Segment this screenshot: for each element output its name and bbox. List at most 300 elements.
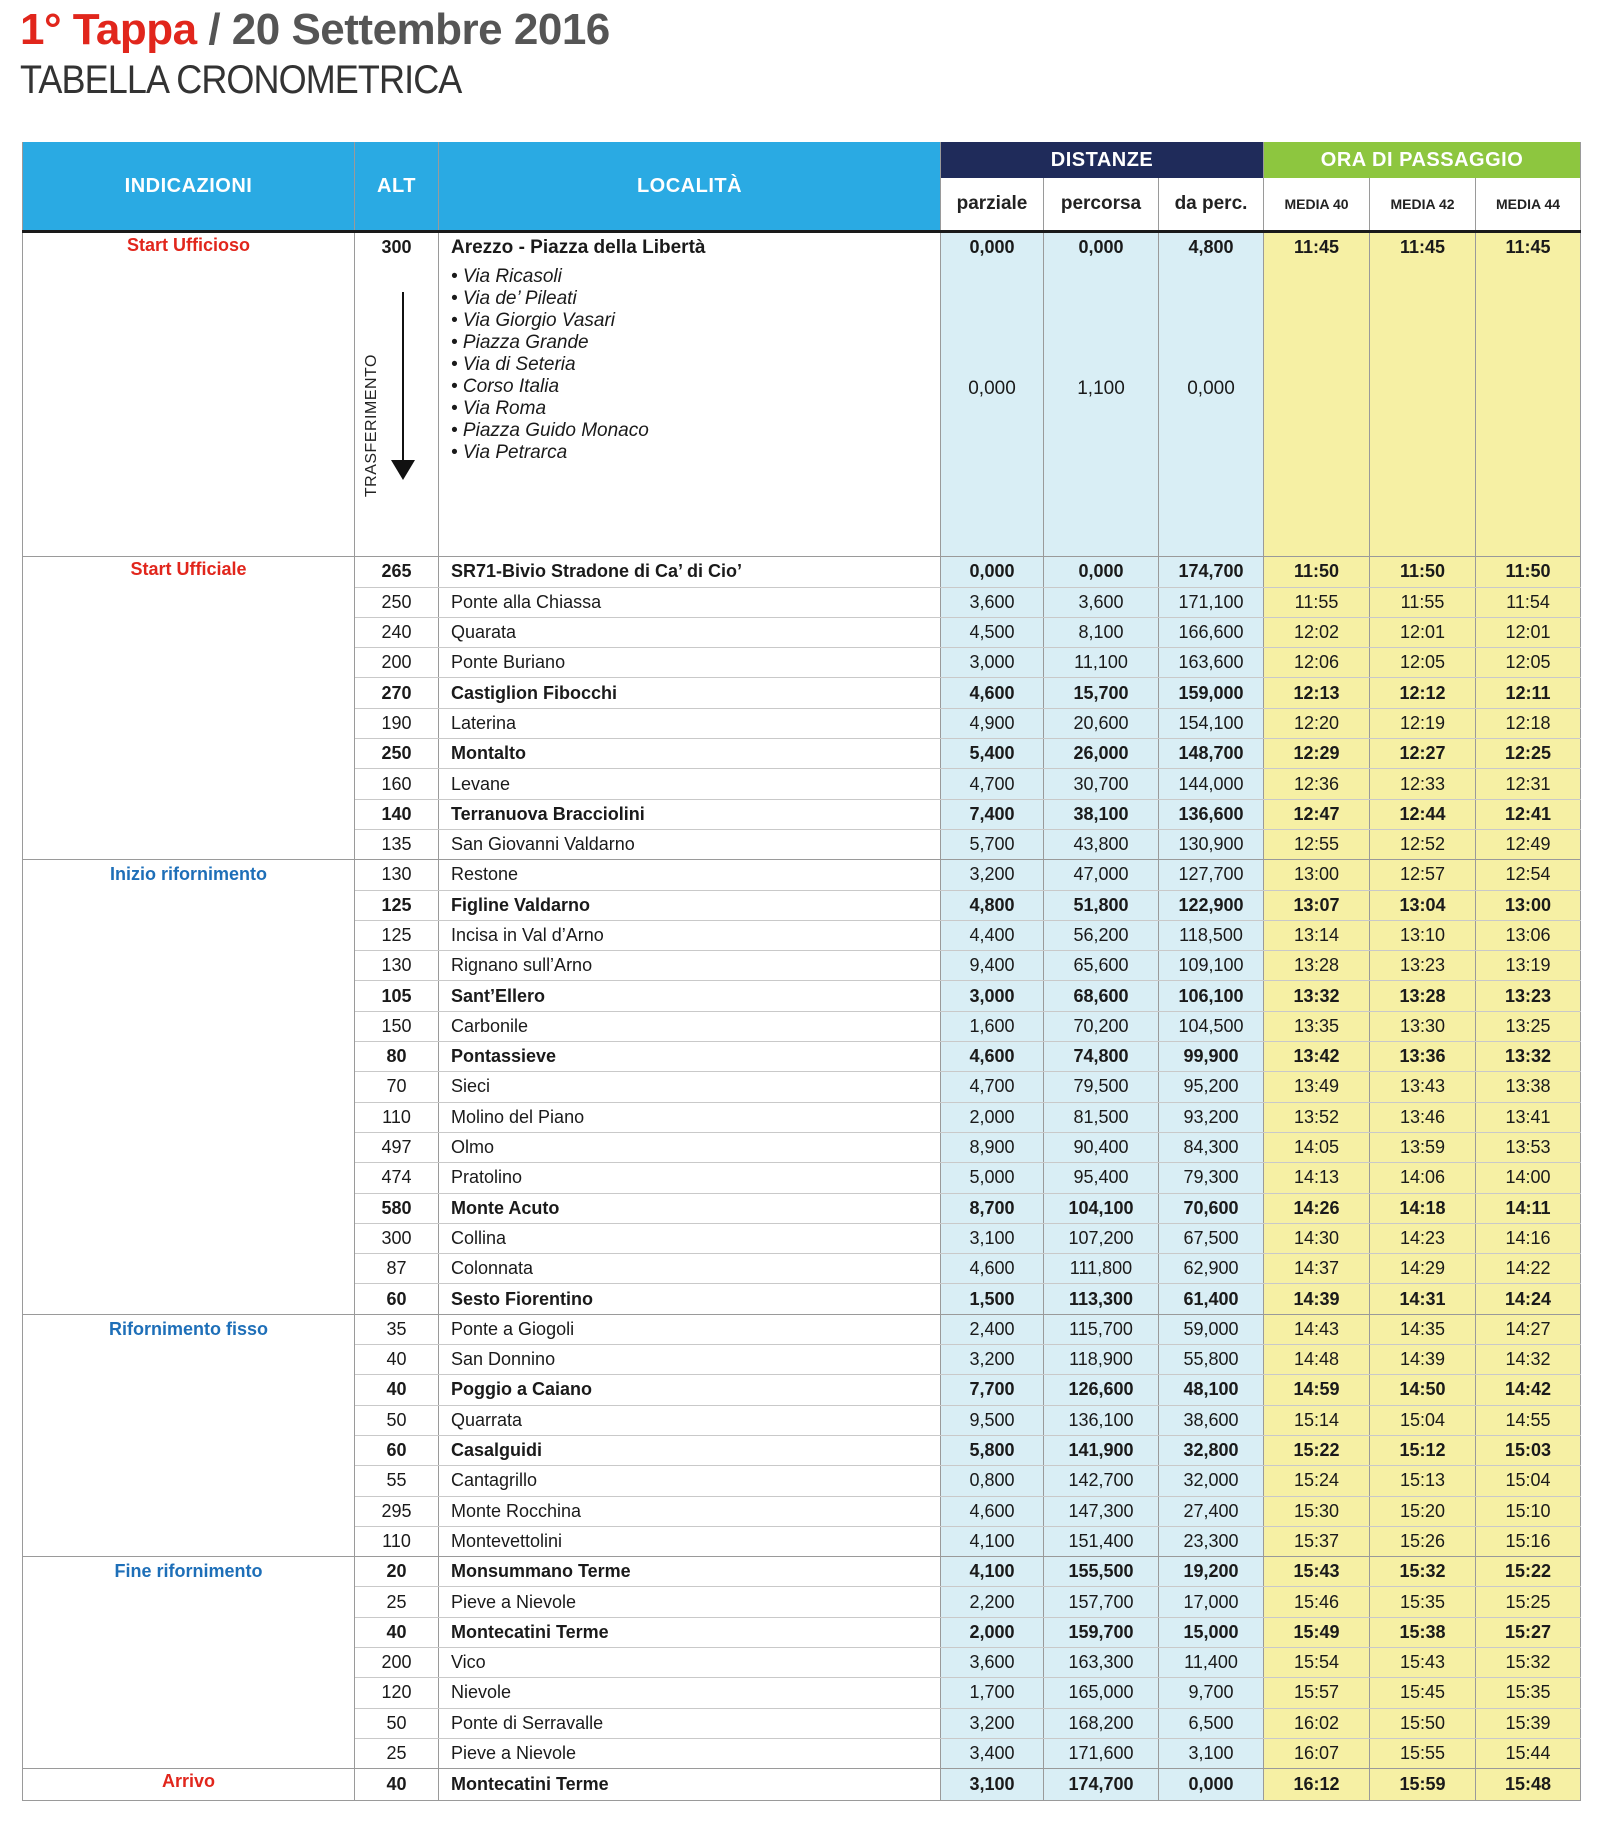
da-perc-cell: 59,000 [1159,1314,1264,1344]
percorsa-cell: 43,800 [1044,829,1159,859]
media-44-cell: 12:01 [1476,617,1581,647]
percorsa-cell: 107,200 [1044,1223,1159,1253]
parziale-cell: 3,400 [941,1738,1044,1768]
percorsa-cell: 141,900 [1044,1435,1159,1465]
alt-cell: 60 [355,1435,439,1465]
header-percorsa: percorsa [1044,178,1159,232]
media-44-cell: 13:25 [1476,1011,1581,1041]
alt-cell: 50 [355,1708,439,1738]
da-perc-cell: 62,900 [1159,1254,1264,1284]
media-42-cell: 14:50 [1370,1375,1476,1405]
percorsa-cell: 74,800 [1044,1042,1159,1072]
localita-cell: Restone [439,860,941,890]
media-44-cell: 14:55 [1476,1405,1581,1435]
da-perc-cell: 106,100 [1159,981,1264,1011]
da-perc-cell: 27,400 [1159,1496,1264,1526]
media-42-cell: 14:06 [1370,1163,1476,1193]
percorsa-cell: 79,500 [1044,1072,1159,1102]
parziale-cell: 1,500 [941,1284,1044,1314]
media-40-cell: 15:14 [1264,1405,1370,1435]
parziale-cell: 5,700 [941,829,1044,859]
parziale-cell: 3,200 [941,1708,1044,1738]
media-44-cell: 14:00 [1476,1163,1581,1193]
parziale-cell: 0,000 [941,557,1044,587]
media-44-cell: 15:25 [1476,1587,1581,1617]
parziale-cell: 5,800 [941,1435,1044,1465]
media-40-cell: 13:32 [1264,981,1370,1011]
percorsa-cell: 155,500 [1044,1557,1159,1587]
parziale-cell: 2,000 [941,1102,1044,1132]
page-subtitle: TABELLA CRONOMETRICA [20,58,462,102]
header-indicazioni: INDICAZIONI [23,142,355,232]
alt-cell: 265 [355,557,439,587]
localita-cell: Monsummano Terme [439,1557,941,1587]
da-perc-cell: 122,900 [1159,890,1264,920]
media-42-cell: 14:29 [1370,1254,1476,1284]
media-42-cell: 15:43 [1370,1647,1476,1677]
percorsa-cell: 15,700 [1044,678,1159,708]
media-44-cell: 15:48 [1476,1769,1581,1801]
via-item: • Via di Seteria [451,354,576,376]
table-row [23,1769,1581,1801]
media-40-cell: 16:02 [1264,1708,1370,1738]
alt-cell: 200 [355,648,439,678]
percorsa-cell: 3,600 [1044,587,1159,617]
media-40-cell: 13:14 [1264,920,1370,950]
da-perc-cell: 95,200 [1159,1072,1264,1102]
percorsa-cell: 90,400 [1044,1132,1159,1162]
localita-cell: Collina [439,1223,941,1253]
header-media-44: MEDIA 44 [1476,178,1581,232]
da-perc-cell: 109,100 [1159,951,1264,981]
alt-cell: 50 [355,1405,439,1435]
percorsa-cell: 26,000 [1044,739,1159,769]
media-40-cell: 13:28 [1264,951,1370,981]
percorsa-cell: 70,200 [1044,1011,1159,1041]
media-44-cell: 12:31 [1476,769,1581,799]
localita-cell: Castiglion Fibocchi [439,678,941,708]
media-44-cell: 13:38 [1476,1072,1581,1102]
percorsa-cell: 0,000 [1044,557,1159,587]
da-perc-cell: 79,300 [1159,1163,1264,1193]
media-42-cell: 15:32 [1370,1557,1476,1587]
alt-cell: 110 [355,1526,439,1556]
parziale-cell: 3,200 [941,860,1044,890]
media-40-cell: 15:46 [1264,1587,1370,1617]
media-40-cell: 12:47 [1264,799,1370,829]
header-localita: LOCALITÀ [439,142,941,232]
da-perc-cell: 67,500 [1159,1223,1264,1253]
table-row [23,557,1581,587]
da-perc-cell: 17,000 [1159,1587,1264,1617]
alt-cell: 300 [355,232,439,263]
media-42-cell: 12:12 [1370,678,1476,708]
media-44-cell: 15:10 [1476,1496,1581,1526]
media-44-cell: 11:54 [1476,587,1581,617]
via-item: • Via Ricasoli [451,266,562,288]
alt-cell: 295 [355,1496,439,1526]
localita-cell: Incisa in Val d’Arno [439,920,941,950]
vie-list [439,262,941,557]
alt-cell: 580 [355,1193,439,1223]
da-perc-cell: 38,600 [1159,1405,1264,1435]
da-perc-cell: 9,700 [1159,1678,1264,1708]
localita-cell: Olmo [439,1132,941,1162]
media-42-cell: 13:04 [1370,890,1476,920]
parziale-cell: 1,600 [941,1011,1044,1041]
localita-cell: Pieve a Nievole [439,1738,941,1768]
localita-cell: Ponte alla Chiassa [439,587,941,617]
media-42-cell: 11:45 [1370,232,1476,263]
media-40-cell: 15:24 [1264,1466,1370,1496]
down-arrow-icon [402,292,404,462]
media-40-cell: 11:55 [1264,587,1370,617]
da-perc-cell: 0,000 [1159,262,1264,557]
parziale-cell: 0,800 [941,1466,1044,1496]
parziale-cell: 5,000 [941,1163,1044,1193]
alt-cell: 25 [355,1587,439,1617]
parziale-cell: 7,700 [941,1375,1044,1405]
parziale-cell: 3,600 [941,1647,1044,1677]
alt-cell: 130 [355,951,439,981]
title-date: 20 Settembre 2016 [231,5,610,54]
media-44-cell [1476,262,1581,557]
table-row-start-ufficioso [23,232,1581,263]
via-item: • Corso Italia [451,376,560,398]
media-40-cell: 15:57 [1264,1678,1370,1708]
parziale-cell: 4,600 [941,1254,1044,1284]
via-item: • Via Giorgio Vasari [451,310,616,332]
parziale-cell: 4,100 [941,1557,1044,1587]
media-42-cell: 11:50 [1370,557,1476,587]
page-title [20,4,610,56]
parziale-cell: 9,500 [941,1405,1044,1435]
alt-cell: 70 [355,1072,439,1102]
parziale-cell: 4,600 [941,1496,1044,1526]
media-44-cell: 15:39 [1476,1708,1581,1738]
localita-cell: Sant’Ellero [439,981,941,1011]
da-perc-cell: 32,000 [1159,1466,1264,1496]
parziale-cell: 3,100 [941,1223,1044,1253]
percorsa-cell: 163,300 [1044,1647,1159,1677]
alt-cell: 135 [355,829,439,859]
alt-cell: 125 [355,890,439,920]
parziale-cell: 8,900 [941,1132,1044,1162]
localita-cell: Sieci [439,1072,941,1102]
media-44-cell: 14:11 [1476,1193,1581,1223]
media-40-cell: 15:54 [1264,1647,1370,1677]
media-42-cell: 12:52 [1370,829,1476,859]
media-44-cell: 15:16 [1476,1526,1581,1556]
parziale-cell: 4,900 [941,708,1044,738]
localita-cell: Montevettolini [439,1526,941,1556]
percorsa-cell: 174,700 [1044,1769,1159,1801]
table-row [23,860,1581,890]
percorsa-cell: 151,400 [1044,1526,1159,1556]
media-42-cell: 12:05 [1370,648,1476,678]
alt-cell: 240 [355,617,439,647]
media-40-cell: 15:43 [1264,1557,1370,1587]
da-perc-cell: 127,700 [1159,860,1264,890]
alt-cell: 80 [355,1042,439,1072]
media-42-cell: 15:20 [1370,1496,1476,1526]
media-44-cell: 12:41 [1476,799,1581,829]
header-ora-di-passaggio: ORA DI PASSAGGIO [1264,142,1581,178]
table-body [23,232,1581,1801]
media-44-cell: 14:32 [1476,1345,1581,1375]
percorsa-cell: 147,300 [1044,1496,1159,1526]
localita-cell: Pieve a Nievole [439,1587,941,1617]
parziale-cell: 2,400 [941,1314,1044,1344]
localita-cell: Montecatini Terme [439,1769,941,1801]
header-row-top [23,142,1581,178]
media-44-cell: 14:27 [1476,1314,1581,1344]
da-perc-cell: 19,200 [1159,1557,1264,1587]
media-42-cell: 11:55 [1370,587,1476,617]
media-44-cell: 12:25 [1476,739,1581,769]
alt-cell: 270 [355,678,439,708]
media-44-cell: 15:03 [1476,1435,1581,1465]
via-item: • Piazza Grande [451,332,589,354]
da-perc-cell: 6,500 [1159,1708,1264,1738]
time-table [22,142,1581,1801]
header-media-40: MEDIA 40 [1264,178,1370,232]
media-44-cell: 12:54 [1476,860,1581,890]
da-perc-cell: 104,500 [1159,1011,1264,1041]
alt-cell: 300 [355,1223,439,1253]
media-42-cell: 13:10 [1370,920,1476,950]
alt-cell: 140 [355,799,439,829]
da-perc-cell: 174,700 [1159,557,1264,587]
localita-cell: Pontassieve [439,1042,941,1072]
localita-cell: Ponte Buriano [439,648,941,678]
media-42-cell: 12:57 [1370,860,1476,890]
percorsa-cell: 157,700 [1044,1587,1159,1617]
percorsa-cell: 11,100 [1044,648,1159,678]
da-perc-cell: 32,800 [1159,1435,1264,1465]
media-42-cell: 15:04 [1370,1405,1476,1435]
parziale-cell: 4,400 [941,920,1044,950]
media-40-cell: 14:05 [1264,1132,1370,1162]
da-perc-cell: 15,000 [1159,1617,1264,1647]
indicazione-cell: Start Ufficiale [23,557,355,860]
media-42-cell: 15:59 [1370,1769,1476,1801]
localita-cell: Montalto [439,739,941,769]
media-42-cell: 13:28 [1370,981,1476,1011]
media-42-cell: 13:23 [1370,951,1476,981]
localita-cell: Terranuova Bracciolini [439,799,941,829]
da-perc-cell: 11,400 [1159,1647,1264,1677]
alt-cell: 87 [355,1254,439,1284]
parziale-cell: 3,600 [941,587,1044,617]
alt-cell: 40 [355,1345,439,1375]
percorsa-cell: 65,600 [1044,951,1159,981]
media-40-cell: 12:02 [1264,617,1370,647]
da-perc-cell: 0,000 [1159,1769,1264,1801]
parziale-cell: 0,000 [941,232,1044,263]
header-parziale: parziale [941,178,1044,232]
alt-cell: 40 [355,1375,439,1405]
media-42-cell: 15:50 [1370,1708,1476,1738]
media-42-cell: 12:44 [1370,799,1476,829]
parziale-cell: 4,500 [941,617,1044,647]
alt-cell: 55 [355,1466,439,1496]
media-44-cell: 15:32 [1476,1647,1581,1677]
media-40-cell: 11:45 [1264,232,1370,263]
media-42-cell: 12:27 [1370,739,1476,769]
localita-cell: Carbonile [439,1011,941,1041]
alt-cell: 25 [355,1738,439,1768]
media-44-cell: 15:22 [1476,1557,1581,1587]
da-perc-cell: 3,100 [1159,1738,1264,1768]
media-42-cell [1370,262,1476,557]
media-40-cell: 14:48 [1264,1345,1370,1375]
media-44-cell: 12:18 [1476,708,1581,738]
media-40-cell: 14:13 [1264,1163,1370,1193]
alt-cell: 20 [355,1557,439,1587]
media-40-cell: 12:20 [1264,708,1370,738]
media-42-cell: 15:55 [1370,1738,1476,1768]
localita-cell: Quarata [439,617,941,647]
percorsa-cell: 20,600 [1044,708,1159,738]
percorsa-cell: 126,600 [1044,1375,1159,1405]
media-40-cell: 14:43 [1264,1314,1370,1344]
localita-cell: Cantagrillo [439,1466,941,1496]
percorsa-cell: 8,100 [1044,617,1159,647]
media-42-cell: 14:31 [1370,1284,1476,1314]
media-44-cell: 13:32 [1476,1042,1581,1072]
media-42-cell: 13:30 [1370,1011,1476,1041]
media-42-cell: 12:33 [1370,769,1476,799]
media-44-cell: 13:53 [1476,1132,1581,1162]
parziale-cell: 4,600 [941,1042,1044,1072]
media-40-cell: 12:36 [1264,769,1370,799]
da-perc-cell: 84,300 [1159,1132,1264,1162]
localita-cell: Poggio a Caiano [439,1375,941,1405]
media-44-cell: 13:41 [1476,1102,1581,1132]
table-row [23,1314,1581,1344]
parziale-cell: 9,400 [941,951,1044,981]
da-perc-cell: 159,000 [1159,678,1264,708]
alt-cell: 40 [355,1769,439,1801]
media-42-cell: 15:45 [1370,1678,1476,1708]
media-42-cell: 12:01 [1370,617,1476,647]
da-perc-cell: 171,100 [1159,587,1264,617]
via-item: • Via de’ Pileati [451,288,577,310]
da-perc-cell: 55,800 [1159,1345,1264,1375]
media-40-cell: 13:52 [1264,1102,1370,1132]
percorsa-cell: 171,600 [1044,1738,1159,1768]
parziale-cell: 3,200 [941,1345,1044,1375]
media-40-cell: 14:37 [1264,1254,1370,1284]
media-40-cell: 14:30 [1264,1223,1370,1253]
alt-cell: 250 [355,739,439,769]
media-42-cell: 14:39 [1370,1345,1476,1375]
localita-cell: Levane [439,769,941,799]
media-42-cell: 12:19 [1370,708,1476,738]
localita-cell: Ponte a Giogoli [439,1314,941,1344]
percorsa-cell: 168,200 [1044,1708,1159,1738]
indicazione-cell: Arrivo [23,1769,355,1801]
alt-cell: 105 [355,981,439,1011]
parziale-cell: 8,700 [941,1193,1044,1223]
via-item: • Via Roma [451,398,547,420]
percorsa-cell: 115,700 [1044,1314,1159,1344]
localita-cell: Colonnata [439,1254,941,1284]
alt-cell: 120 [355,1678,439,1708]
media-44-cell: 15:27 [1476,1617,1581,1647]
media-44-cell: 15:44 [1476,1738,1581,1768]
da-perc-cell: 118,500 [1159,920,1264,950]
media-44-cell: 11:45 [1476,232,1581,263]
media-44-cell: 13:06 [1476,920,1581,950]
media-40-cell: 15:30 [1264,1496,1370,1526]
alt-cell: 190 [355,708,439,738]
alt-cell: 60 [355,1284,439,1314]
alt-cell: 497 [355,1132,439,1162]
media-42-cell: 15:12 [1370,1435,1476,1465]
media-40-cell: 11:50 [1264,557,1370,587]
parziale-cell: 0,000 [941,262,1044,557]
media-40-cell: 12:13 [1264,678,1370,708]
da-perc-cell: 148,700 [1159,739,1264,769]
parziale-cell: 4,800 [941,890,1044,920]
arrow-head-icon [391,460,415,480]
localita-cell: Nievole [439,1678,941,1708]
localita-cell: Vico [439,1647,941,1677]
percorsa-cell: 142,700 [1044,1466,1159,1496]
media-42-cell: 15:38 [1370,1617,1476,1647]
localita-cell: Ponte di Serravalle [439,1708,941,1738]
header-media-42: MEDIA 42 [1370,178,1476,232]
alt-cell: 250 [355,587,439,617]
da-perc-cell: 4,800 [1159,232,1264,263]
parziale-cell: 2,000 [941,1617,1044,1647]
percorsa-cell: 165,000 [1044,1678,1159,1708]
media-42-cell: 14:18 [1370,1193,1476,1223]
percorsa-cell: 136,100 [1044,1405,1159,1435]
parziale-cell: 4,700 [941,769,1044,799]
da-perc-cell: 163,600 [1159,648,1264,678]
percorsa-cell: 56,200 [1044,920,1159,950]
localita-cell: Pratolino [439,1163,941,1193]
percorsa-cell: 118,900 [1044,1345,1159,1375]
alt-cell: 160 [355,769,439,799]
da-perc-cell: 144,000 [1159,769,1264,799]
indicazione-cell: Fine rifornimento [23,1557,355,1769]
alt-cell: 474 [355,1163,439,1193]
parziale-cell: 4,600 [941,678,1044,708]
media-40-cell: 12:29 [1264,739,1370,769]
parziale-cell: 4,100 [941,1526,1044,1556]
da-perc-cell: 93,200 [1159,1102,1264,1132]
alt-cell: 40 [355,1617,439,1647]
indicazione-cell: Rifornimento fisso [23,1314,355,1556]
indicazione-cell: Inizio rifornimento [23,860,355,1314]
localita-cell: Monte Acuto [439,1193,941,1223]
percorsa-cell: 81,500 [1044,1102,1159,1132]
media-40-cell: 16:07 [1264,1738,1370,1768]
media-40-cell: 15:37 [1264,1526,1370,1556]
parziale-cell: 5,400 [941,739,1044,769]
media-44-cell: 13:19 [1476,951,1581,981]
media-42-cell: 13:36 [1370,1042,1476,1072]
media-40-cell: 14:26 [1264,1193,1370,1223]
media-44-cell: 14:22 [1476,1254,1581,1284]
alt-cell: 35 [355,1314,439,1344]
localita-cell: Monte Rocchina [439,1496,941,1526]
localita-cell: San Donnino [439,1345,941,1375]
